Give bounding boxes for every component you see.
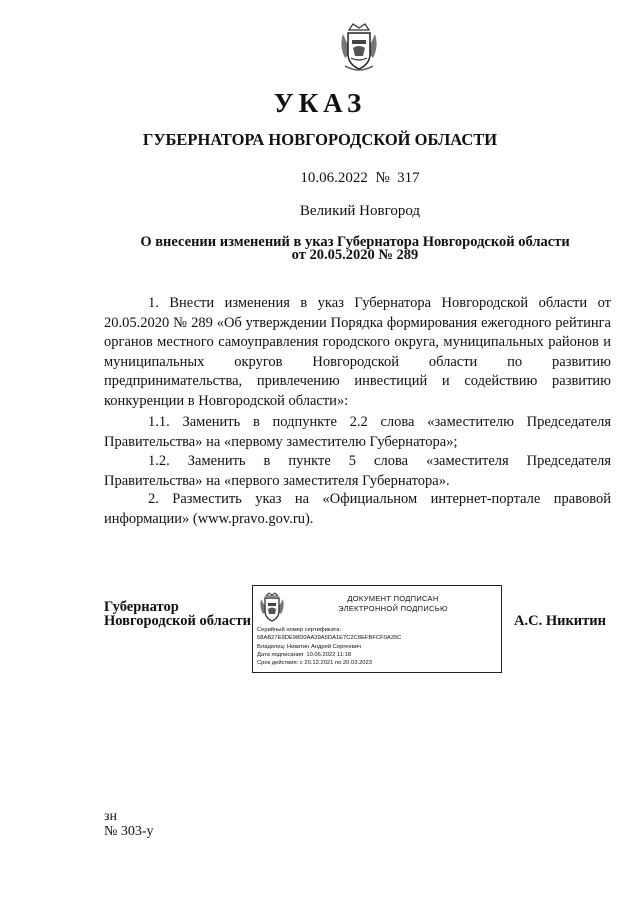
stamp-signed-date: Дата подписания: 10.06.2022 11:18 (257, 651, 352, 658)
coat-of-arms-icon (337, 22, 381, 74)
stamp-owner: Владелец: Никитин Андрей Сергеевич (257, 643, 362, 650)
date-number: 10.06.2022 № 317 (300, 170, 420, 186)
footer-reg-number: № 303-у (104, 824, 154, 839)
heading-line-1: О внесении изменений в указ Губернатора Новгородской области (140, 234, 570, 250)
stamp-details (257, 626, 497, 667)
city: Великий Новгород (299, 203, 421, 219)
signer-position-line-2: Новгородской области (104, 613, 251, 629)
paragraph-1-1: 1.1. Заменить в подпункте 2.2 слова «заместителю Председателя Правительства» на «первому заместителю Губернатора»; (104, 414, 611, 450)
document-heading (120, 236, 590, 262)
stamp-cert-number: 68AB27E9DE98D0AA39A5DA1E7C2C8EFBFCF0A35C (257, 635, 402, 642)
stamp-coat-of-arms-icon (258, 592, 286, 624)
stamp-cert-label: Серийный номер сертификата: (257, 627, 342, 633)
document-title: УКАЗ (273, 88, 367, 118)
footer (104, 809, 154, 839)
paragraph-2: 2. Разместить указ на «Официальном интернет-портале правовой информации» (www.pravo.gov.ru). (104, 491, 611, 527)
stamp-header-line-1: ДОКУМЕНТ ПОДПИСАН (347, 594, 439, 603)
document-subtitle: ГУБЕРНАТОРА НОВГОРОДСКОЙ ОБЛАСТИ (142, 130, 498, 149)
signer-position-line-1: Губернатор (104, 599, 179, 615)
heading-line-2: от 20.05.2020 № 289 (291, 247, 419, 263)
footer-initials: зн (104, 809, 118, 824)
signer-position (104, 600, 251, 628)
electronic-signature-stamp (252, 585, 502, 673)
paragraph-1: 1. Внести изменения в указ Губернатора Новгородской области от 20.05.2020 № 289 «Об утверждении Порядка формирования ежегодного рейтинга органов местного самоуправления городского округа, муниципальных районов и муниципальных округов Новгородской области по развитию предпринимательства, привлечению инвестиций и содействию развитию конкуренции в Новгородской области»: (104, 295, 611, 409)
stamp-validity: Срок действия: с 20.12.2021 по 20.03.2023 (257, 660, 372, 667)
signer-name: А.С. Никитин (514, 613, 606, 629)
paragraph-1-2: 1.2. Заменить в пункте 5 слова «заместителя Председателя Правительства» на «первого заместителя Губернатора». (104, 453, 611, 489)
stamp-header-line-2: ЭЛЕКТРОННОЙ ПОДПИСЬЮ (338, 604, 448, 613)
stamp-header (298, 594, 488, 614)
